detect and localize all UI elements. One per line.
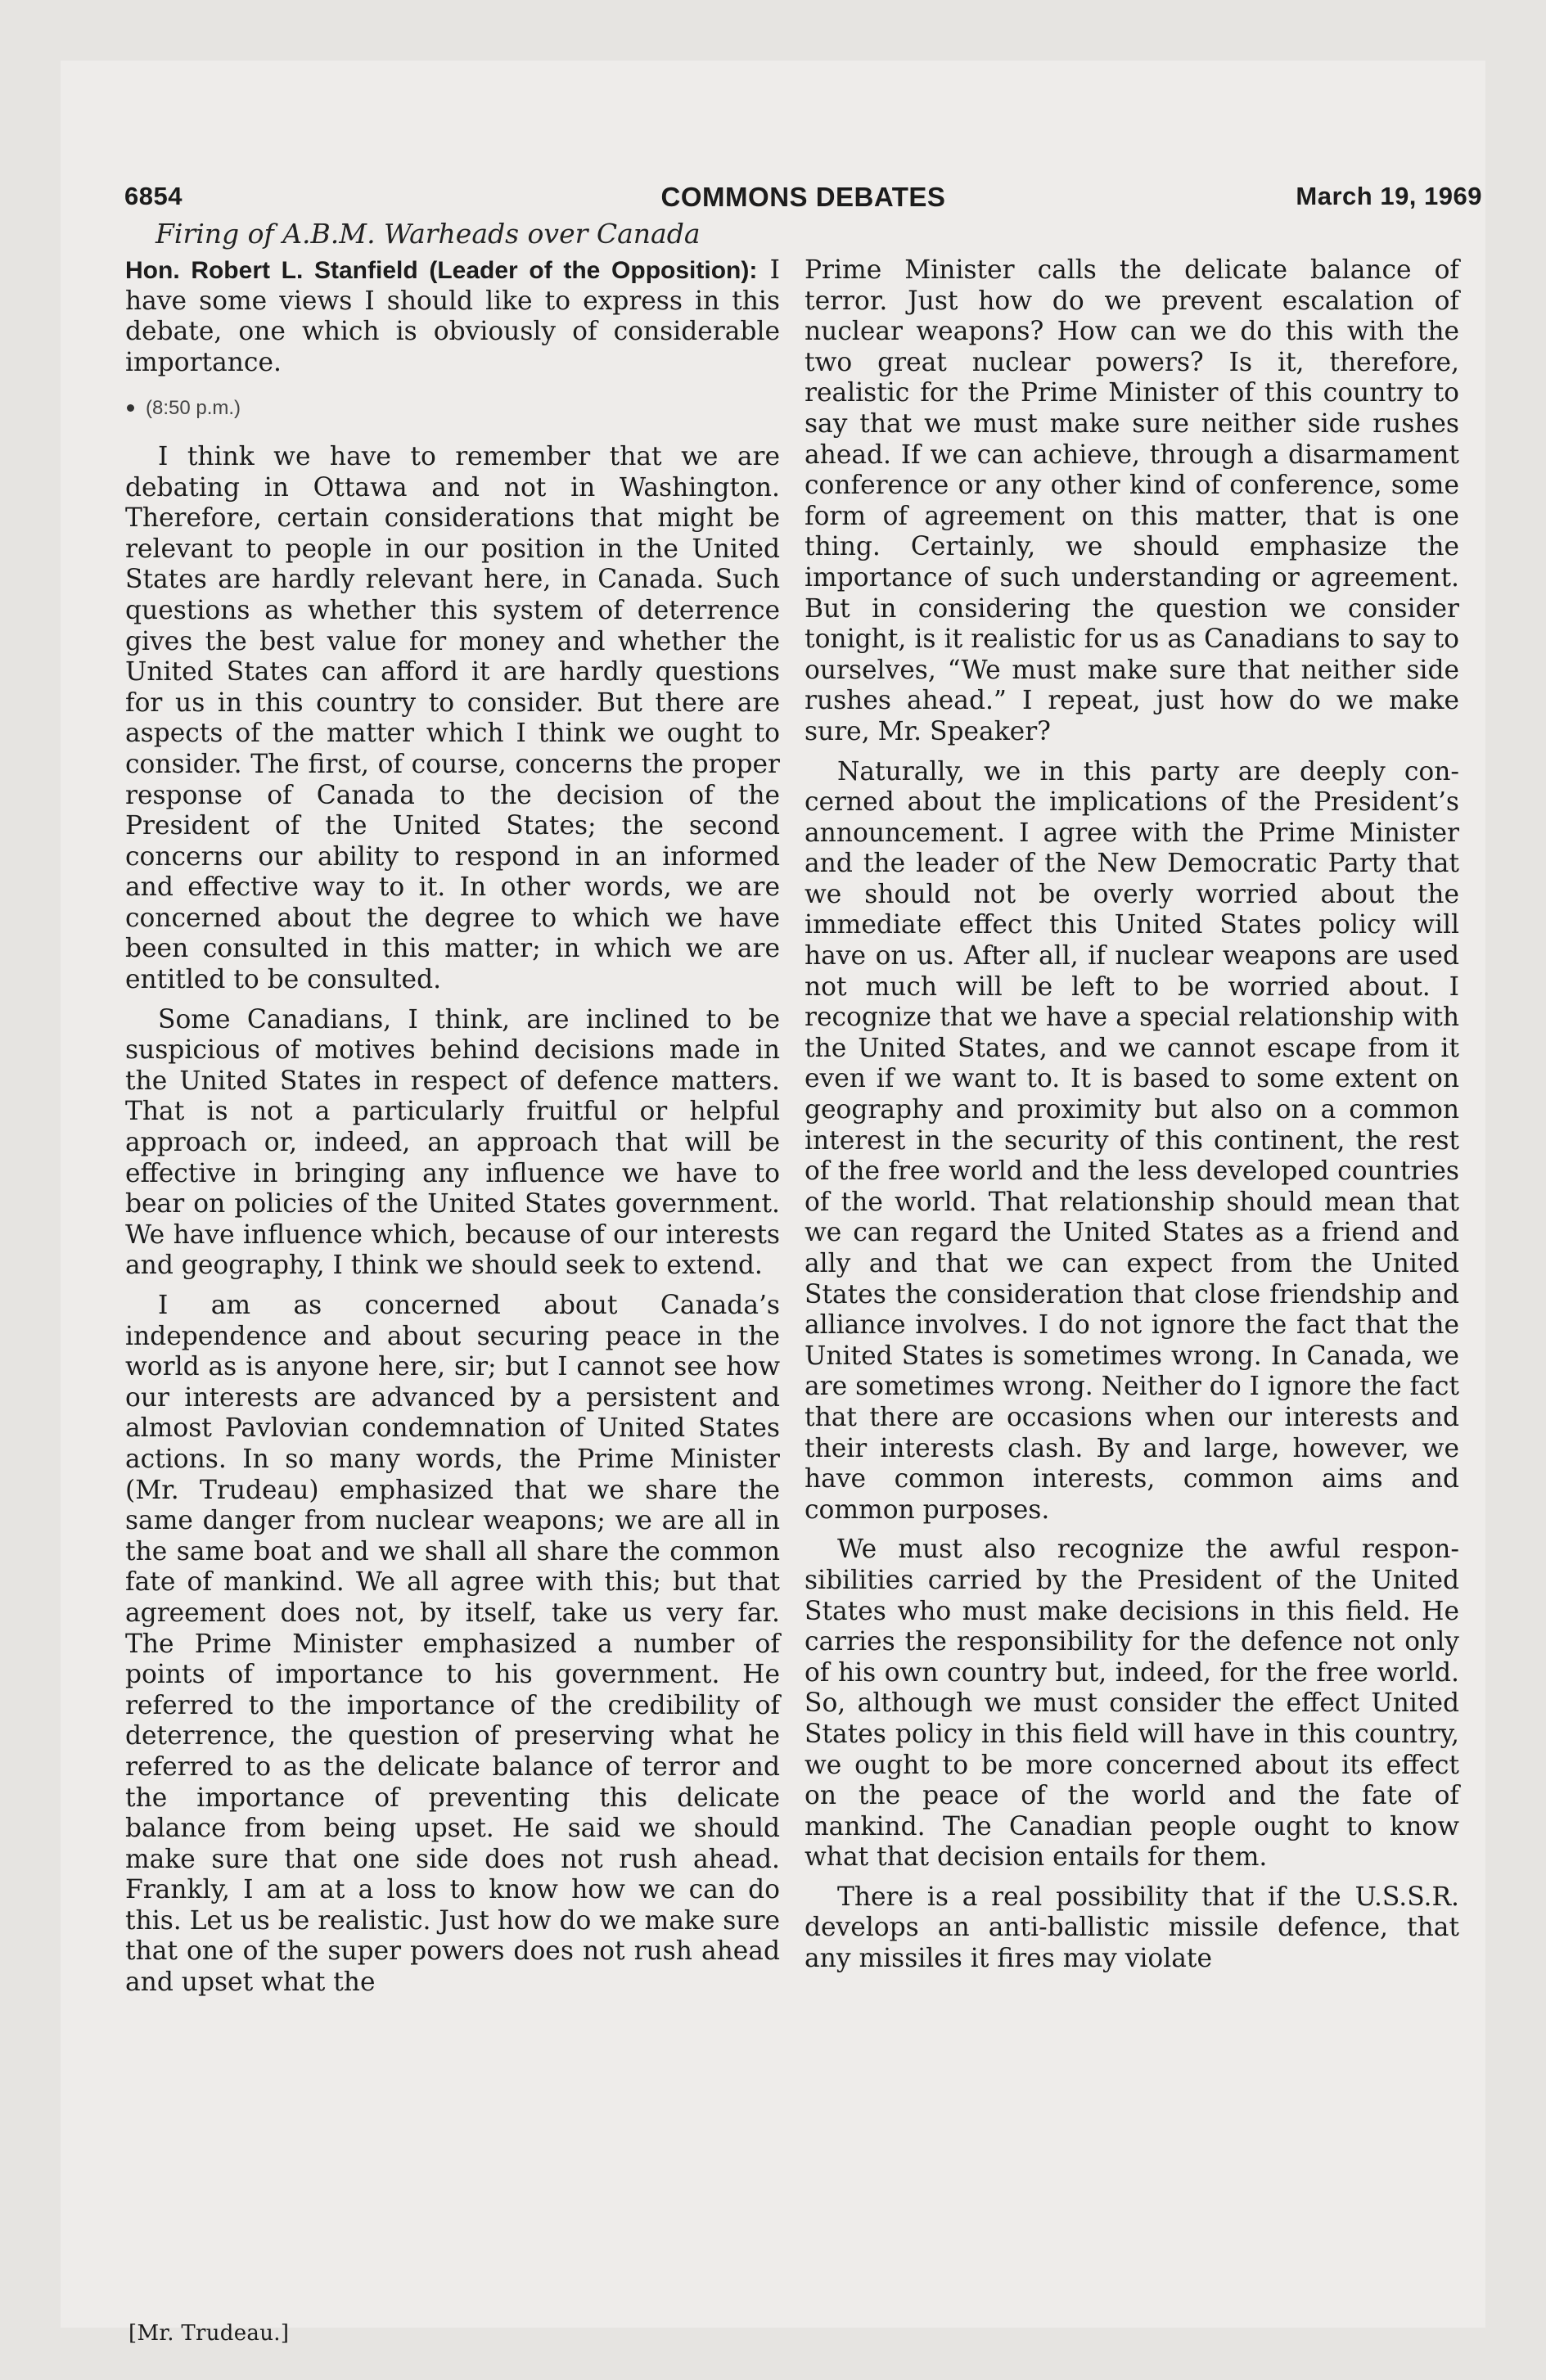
paragraph: I am as concerned about Canada’s independence and about securing peace in the world as is anyone here, sir; but I cannot see how our interests are advanced by a persistent and almost Pavlovian condemnation of United States actions. In so many words, the Prime Minister (Mr. Trudeau) emphasized that we share the same danger from nuclear weapons; we are all in the same boat and we shall all share the common fate of mankind. We all agree with this; but that agreement does not, by itself, take us very far. The Prime Minister emphasized a number of points of importance to his government. He referred to the importance of the credibility of deterrence, the question of preserving what he referred to as the delicate balance of terror and the importance of preventing this delicate balance from being upset. He said we should make sure that one side does not rush ahead. Frankly, I am at a loss to know how we can do this. Let us be realistic. Just how do we make sure that one of the super powers does not rush ahead and upset what the [125, 1291, 781, 1998]
page-number: 6854 [124, 182, 183, 210]
paragraph: Naturally, we in this party are deeply concerned about the implications of the President’s announcement. I agree with the Prime Minister and the leader of the New Democratic Party that we should not be overly worried about the immediate effect this United States policy will have on us. After all, if nuclear weapons are used not much will be left to be worried about. I recognize that we have a special relationship with the United States, and we cannot escape from it even if we want to. It is based to some extent on geography and proximity but also on a common interest in the security of this continent, the rest of the free world and the less developed countries of the world. That relationship should mean that we can regard the United States as a friend and ally and that we can expect from the United States the consideration that close friendship and alliance involves. I do not ignore the fact that the United States is sometimes wrong. In Canada, we are sometimes wrong. Neither do I ignore the fact that there are occasions when our interests and their interests clash. By and large, however, we have common interests, common aims and common purposes. [805, 756, 1459, 1525]
left-column [125, 255, 780, 2008]
opening-paragraph [125, 255, 780, 378]
paragraph: Prime Minister calls the delicate balance of terror. Just how do we prevent escalation of nuclear weapons? How can we do this with the two great nuclear powers? Is it, therefore, realistic for the Prime Minister of this country to say that we must make sure neither side rushes ahead. If we can achieve, through a disarmament conference or any other kind of conference, some form of agreement on this matter, that is one thing. Certainly, we should emphasize the importance of such understanding or agreement. But in considering the question we consider tonight, is it realistic for us as Canadians to say to ourselves, “We must make sure that neither side rushes ahead.” I repeat, just how do we make sure, Mr. Speaker? [805, 255, 1459, 746]
speaker-name: Hon. Robert L. Stanfield (Leader of the Opposition): [125, 257, 758, 284]
section-title: Firing of A.B.M. Warheads over Canada [156, 218, 701, 250]
paragraph: I think we have to remember that we are debating in Ottawa and not in Washington. Therefore, certain considerations that might be relevant to people in our position in the United States are hardly relevant here, in Canada. Such questions as whether this system of deterrence gives the best value for money and whether the United States can afford it are hardly questions for us in this country to consider. But there are aspects of the matter which I think we ought to consider. The first, of course, concerns the proper response of Canada to the decision of the President of the United States; the second concerns our ability to respond in an informed and effective way to it. In other words, we are concerned about the degree to which we have been consulted in this matter; in which we are entitled to be consulted. [125, 441, 780, 995]
running-head [124, 182, 1482, 218]
paragraph: Some Canadians, I think, are inclined to be suspicious of motives behind decisions made in the United States in respect of defence matters. That is not a particularly fruitful or helpful approach or, indeed, an approach that will be effective in bringing any influence we have to bear on policies of the United States government. We have influence which, because of our interests and geography, I think we should seek to extend. [125, 1004, 780, 1281]
issue-date: March 19, 1969 [1296, 182, 1482, 210]
opening-text: I have some views I should like to express in this debate, one which is obviously of considerable importance. [125, 255, 780, 377]
paragraph: There is a real possibility that if the U.S.S.R. develops an anti-ballistic missile defence, that any missiles it fires may violate [805, 1882, 1459, 1974]
time-marker [125, 393, 780, 424]
publication-title: COMMONS DEBATES [660, 182, 946, 212]
footer-speaker-note: [Mr. Trudeau.] [128, 2321, 290, 2346]
time-stamp: (8:50 p.m.) [146, 397, 241, 420]
right-column [805, 255, 1459, 1984]
paragraph: We must also recognize the awful responsibilities carried by the President of the United States who must make decisions in this field. He carries the responsibility for the defence not only of his own country but, indeed, for the free world. So, although we must consider the effect United States policy in this field will have in this country, we ought to be more concerned about its effect on the peace of the world and the fate of mankind. The Canadian people ought to know what that decision entails for them. [805, 1535, 1459, 1873]
bullet-icon [127, 404, 134, 412]
